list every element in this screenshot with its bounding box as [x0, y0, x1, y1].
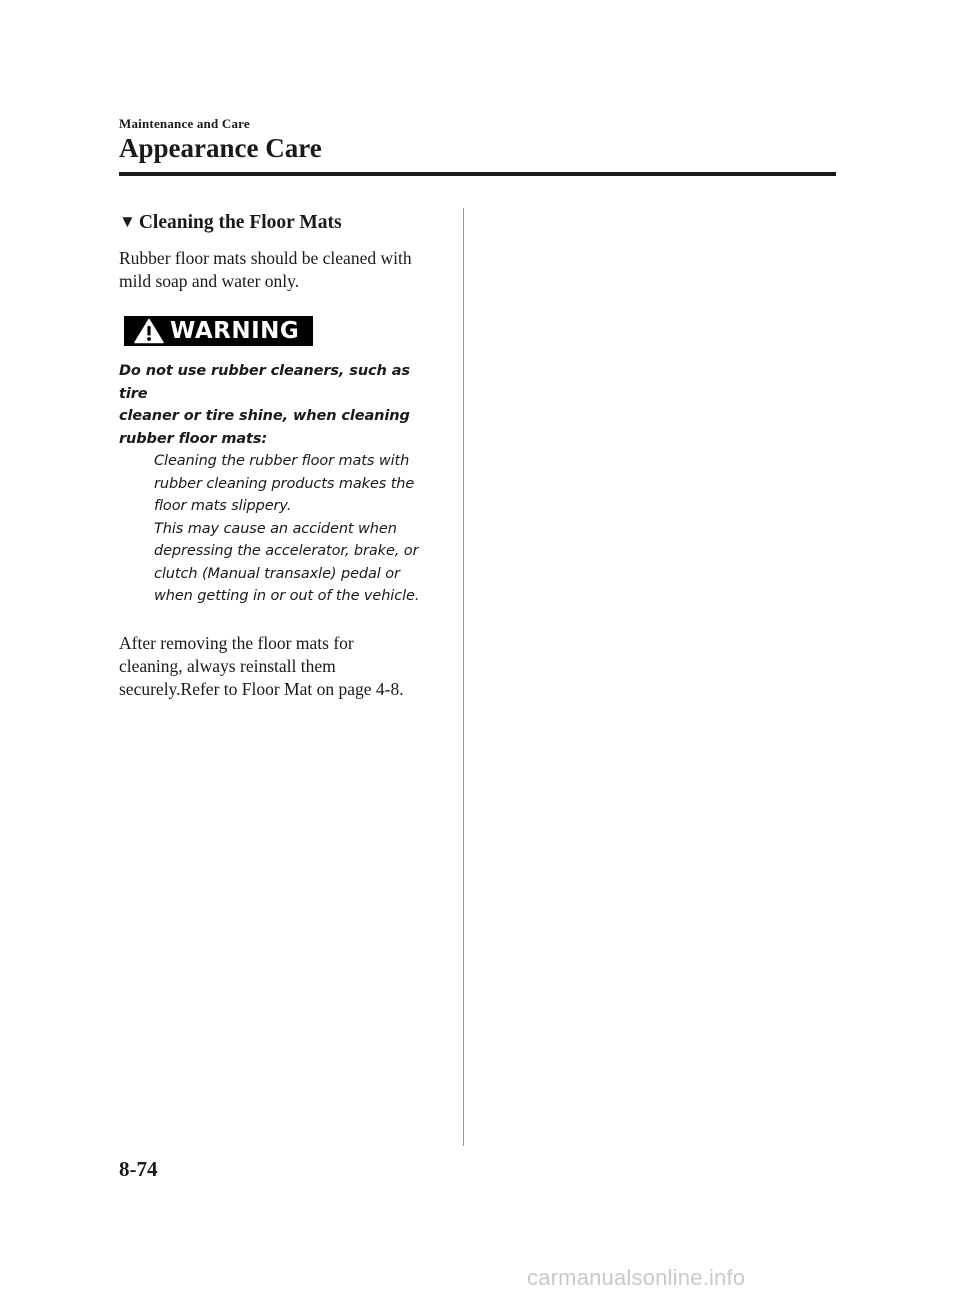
warning-label: WARNING: [170, 318, 300, 344]
text-line: securely.Refer to Floor Mat on page 4-8.: [119, 678, 404, 699]
warning-triangle-icon: [134, 318, 164, 344]
triangle-marker-icon: ▼: [119, 212, 136, 231]
text-line: when getting in or out of the vehicle.: [154, 588, 420, 604]
intro-paragraph: [119, 247, 443, 293]
watermark: carmanualsonline.info: [527, 1265, 746, 1290]
text-line: rubber cleaning products makes the: [154, 475, 415, 492]
section-label: Maintenance and Care: [119, 116, 250, 131]
text-line: This may cause an accident when: [154, 520, 397, 537]
text-line: mild soap and water only.: [119, 271, 300, 291]
warning-lead: [119, 360, 443, 450]
left-column: [119, 212, 443, 701]
subheading: [119, 212, 443, 234]
text-line: Do not use rubber cleaners, such as tire: [119, 363, 410, 402]
text-line: After removing the floor mats for: [119, 632, 354, 653]
warning-detail: [154, 450, 443, 608]
column-divider: [463, 208, 464, 1146]
text-line: Rubber floor mats should be cleaned with: [119, 248, 412, 268]
reinstall-paragraph: [119, 632, 443, 701]
warning-banner: [124, 316, 313, 346]
title-divider: [119, 172, 836, 176]
text-line: Cleaning the rubber floor mats with: [154, 453, 410, 469]
text-line: rubber floor mats:: [119, 430, 268, 447]
text-line: floor mats slippery.: [154, 498, 292, 514]
text-line: cleaning, always reinstall them: [119, 655, 336, 676]
subheading-text: Cleaning the Floor Mats: [138, 212, 342, 233]
text-line: cleaner or tire shine, when cleaning: [119, 408, 410, 424]
page-number: 8-74: [119, 1157, 158, 1181]
text-line: depressing the accelerator, brake, or: [154, 543, 419, 559]
text-line: clutch (Manual transaxle) pedal or: [154, 565, 400, 582]
page-title: Appearance Care: [119, 133, 322, 163]
